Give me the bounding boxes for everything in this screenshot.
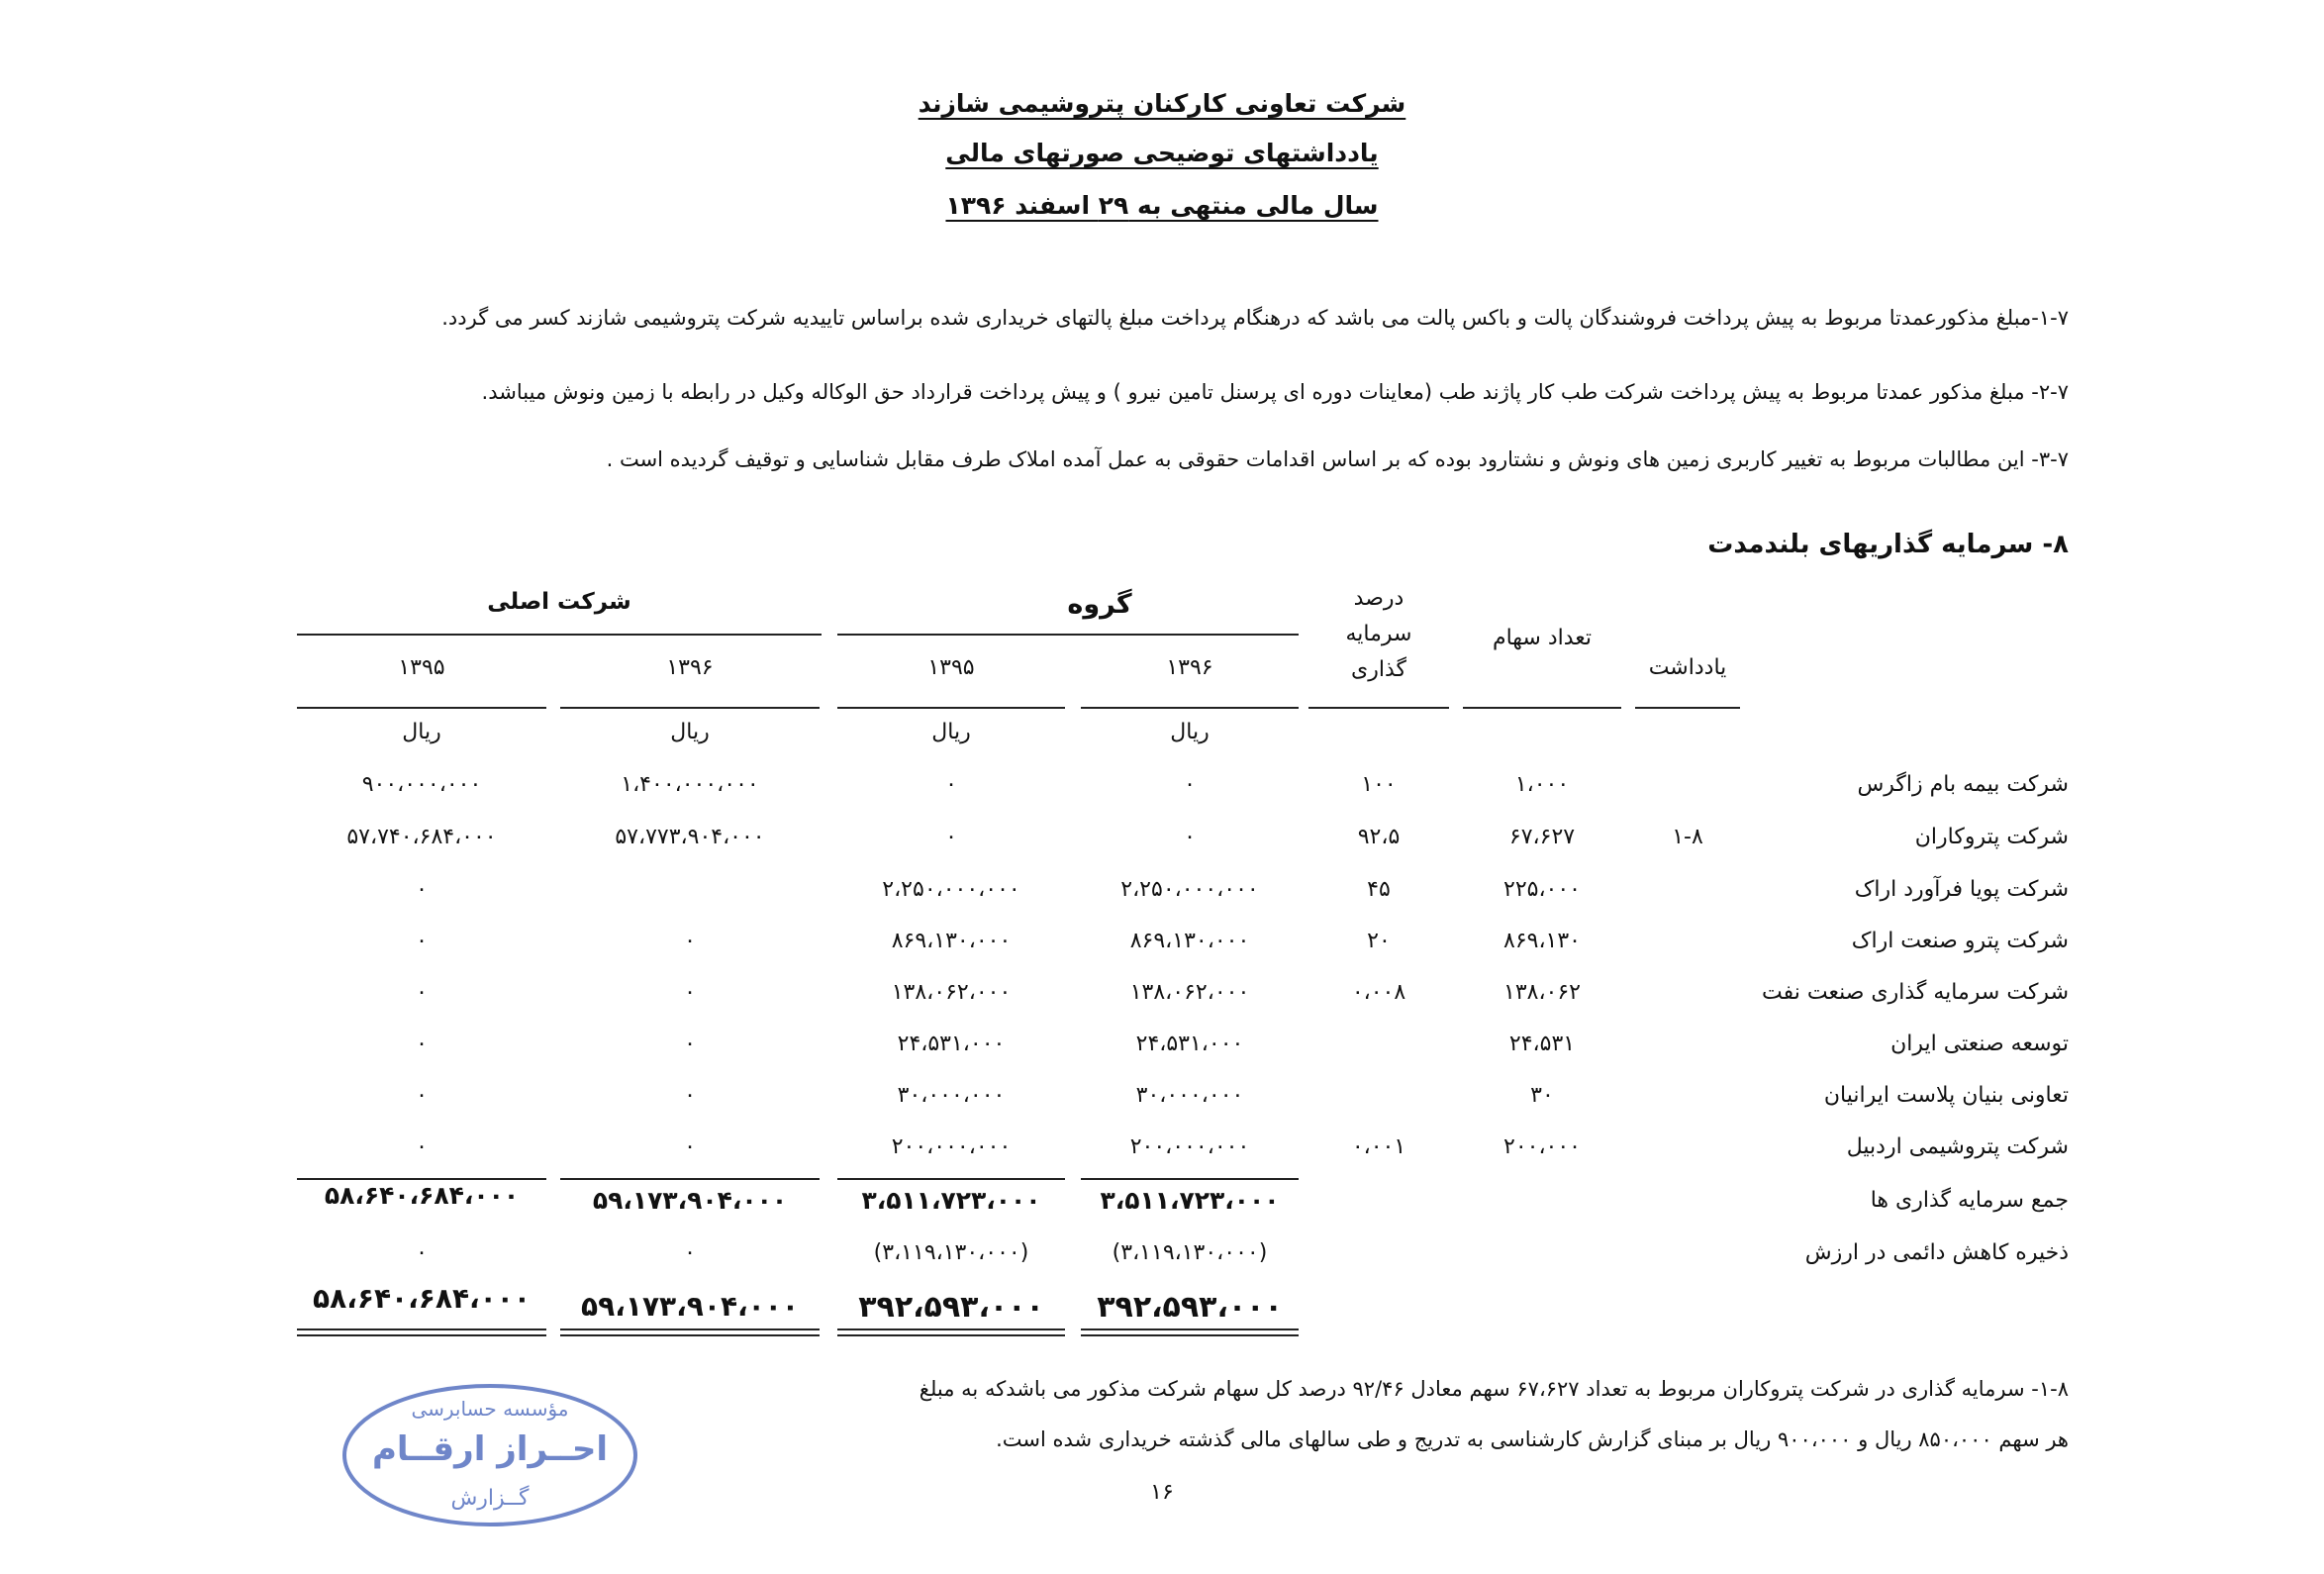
document-subtitle: یادداشتهای توضیحی صورتهای مالی bbox=[945, 139, 1379, 167]
row-cell-shares: ۱۳۸،۰۶۲ bbox=[1503, 980, 1581, 1005]
net-g1396: ۳۹۲،۵۹۳،۰۰۰ bbox=[1097, 1290, 1283, 1325]
row-cell-percent: ۲۰ bbox=[1367, 929, 1391, 953]
row-cell-g1396: ۰ bbox=[1184, 825, 1196, 849]
row-cell-p1396: ۱،۴۰۰،۰۰۰،۰۰۰ bbox=[621, 772, 759, 797]
total-rule-p1396 bbox=[560, 1178, 820, 1180]
net-p1396: ۵۹،۱۷۳،۹۰۴،۰۰۰ bbox=[581, 1290, 799, 1323]
row-cell-percent: ۹۲،۵ bbox=[1357, 825, 1401, 849]
total-rule-p1395 bbox=[297, 1178, 546, 1180]
percent-header-line2: سرمایه bbox=[1345, 622, 1412, 646]
row-cell-g1396: ۰ bbox=[1184, 772, 1196, 797]
row-cell-g1396: ۸۶۹،۱۳۰،۰۰۰ bbox=[1129, 929, 1250, 953]
year-header-group-1395: ۱۳۹۵ bbox=[927, 655, 975, 680]
row-cell-g1395: ۲۰۰،۰۰۰،۰۰۰ bbox=[891, 1134, 1012, 1159]
row-cell-p1395: ۰ bbox=[416, 1083, 428, 1108]
row-cell-shares: ۲۴،۵۳۱ bbox=[1508, 1032, 1576, 1056]
net-p1395: ۵۸،۶۴۰،۶۸۴،۰۰۰ bbox=[313, 1282, 531, 1315]
group-header-rule bbox=[837, 634, 1299, 636]
stamp-line2: احــراز ارقــام bbox=[371, 1429, 609, 1469]
year-header-parent-1395: ۱۳۹۵ bbox=[398, 655, 445, 680]
year-header-parent-1396: ۱۳۹۶ bbox=[666, 655, 714, 680]
row-cell-p1395: ۰ bbox=[416, 1032, 428, 1056]
row-cell-g1395: ۳۰،۰۰۰،۰۰۰ bbox=[897, 1083, 1006, 1108]
parent-header-rule bbox=[297, 634, 822, 636]
row-cell-g1395: ۸۶۹،۱۳۰،۰۰۰ bbox=[891, 929, 1012, 953]
row-cell-p1396: ۰ bbox=[684, 1083, 696, 1108]
row-cell-p1396: ۰ bbox=[684, 1134, 696, 1159]
row-cell-note: ۱-۸ bbox=[1672, 825, 1703, 849]
rule-note bbox=[1635, 707, 1740, 709]
impairment-p1396: ۰ bbox=[684, 1240, 696, 1265]
row-cell-p1396: ۰ bbox=[684, 1032, 696, 1056]
row-label: شرکت پتروشیمی اردبیل bbox=[1846, 1134, 2069, 1159]
rule-g1395 bbox=[837, 707, 1065, 709]
row-cell-p1395: ۹۰۰،۰۰۰،۰۰۰ bbox=[361, 772, 482, 797]
row-cell-g1395: ۲،۲۵۰،۰۰۰،۰۰۰ bbox=[882, 877, 1020, 902]
double-rule-g1396 bbox=[1081, 1328, 1299, 1336]
group-header: گروه bbox=[1067, 589, 1132, 620]
double-rule-g1395 bbox=[837, 1328, 1065, 1336]
row-cell-g1396: ۲،۲۵۰،۰۰۰،۰۰۰ bbox=[1120, 877, 1259, 902]
row-cell-g1395: ۲۴،۵۳۱،۰۰۰ bbox=[897, 1032, 1006, 1056]
currency-p1396: ریال bbox=[670, 720, 710, 744]
double-rule-p1396 bbox=[560, 1328, 820, 1336]
note-7-3: ۳-۷- این مطالبات مربوط به تغییر کاربری زمین های ونوش و نشتارود بوده که بر اساس اقدامات حقوقی به عمل آمده املاک طرف مقابل شناسایی و توقیف گردیده است . bbox=[606, 447, 2069, 471]
row-cell-percent: ۰،۰۰۸ bbox=[1351, 980, 1406, 1005]
row-cell-shares: ۸۶۹،۱۳۰ bbox=[1503, 929, 1581, 953]
row-cell-g1396: ۲۴،۵۳۱،۰۰۰ bbox=[1135, 1032, 1244, 1056]
row-cell-g1395: ۱۳۸،۰۶۲،۰۰۰ bbox=[891, 980, 1012, 1005]
parent-company-header: شرکت اصلی bbox=[487, 589, 631, 615]
row-cell-g1395: ۰ bbox=[945, 825, 957, 849]
row-cell-p1395: ۰ bbox=[416, 929, 428, 953]
rule-g1396 bbox=[1081, 707, 1299, 709]
auditor-stamp bbox=[339, 1381, 640, 1529]
row-cell-p1396: ۵۷،۷۷۳،۹۰۴،۰۰۰ bbox=[615, 825, 765, 849]
row-cell-g1396: ۳۰،۰۰۰،۰۰۰ bbox=[1135, 1083, 1244, 1108]
total-rule-g1396 bbox=[1081, 1178, 1299, 1180]
impairment-g1396: (۳،۱۱۹،۱۳۰،۰۰۰) bbox=[1112, 1240, 1268, 1265]
row-cell-p1396: ۰ bbox=[684, 980, 696, 1005]
row-cell-g1396: ۲۰۰،۰۰۰،۰۰۰ bbox=[1129, 1134, 1250, 1159]
row-cell-percent: ۴۵ bbox=[1367, 877, 1391, 902]
percent-header-line3: گذاری bbox=[1351, 657, 1406, 682]
rule-p1395 bbox=[297, 707, 546, 709]
total-rule-g1395 bbox=[837, 1178, 1065, 1180]
row-cell-g1395: ۰ bbox=[945, 772, 957, 797]
total-g1395: ۳،۵۱۱،۷۲۳،۰۰۰ bbox=[861, 1186, 1041, 1215]
note-header: یادداشت bbox=[1648, 655, 1727, 680]
row-cell-p1395: ۰ bbox=[416, 877, 428, 902]
document-period-wrap bbox=[0, 191, 2324, 220]
section-title: ۸- سرمایه گذاریهای بلندمدت bbox=[1707, 530, 2069, 559]
total-label: جمع سرمایه گذاری ها bbox=[1870, 1188, 2069, 1213]
stamp-line3: گــزارش bbox=[450, 1486, 530, 1511]
rule-p1396 bbox=[560, 707, 820, 709]
rule-shares bbox=[1463, 707, 1621, 709]
stamp-line1: مؤسسه حسابرسی bbox=[411, 1397, 569, 1421]
row-cell-shares: ۳۰ bbox=[1530, 1083, 1554, 1108]
double-rule-p1395 bbox=[297, 1328, 546, 1336]
footnote-8-1-line2: هر سهم ۸۵۰،۰۰۰ ریال و ۹۰۰،۰۰۰ ریال بر مبنای گزارش کارشناسی به تدریج و طی سالهای مالی گذشته خریداری شده است. bbox=[996, 1427, 2069, 1451]
currency-g1396: ریال bbox=[1170, 720, 1210, 744]
row-label: توسعه صنعتی ایران bbox=[1890, 1032, 2069, 1056]
row-label: تعاونی بنیان پلاست ایرانیان bbox=[1823, 1083, 2069, 1108]
note-7-2: ۲-۷- مبلغ مذکور عمدتا مربوط به پیش پرداخت شرکت طب کار پاژند طب (معاینات دوره ای پرسنل تامین نیرو ) و پیش پرداخت قرارداد حق الوکاله وکیل در رابطه با زمین ونوش میباشد. bbox=[481, 380, 2069, 404]
document-subtitle-wrap bbox=[0, 139, 2324, 167]
shares-header: تعداد سهام bbox=[1492, 626, 1593, 650]
row-cell-p1396: ۰ bbox=[684, 929, 696, 953]
row-label: شرکت پتروکاران bbox=[1914, 825, 2069, 849]
row-cell-percent: ۰،۰۰۱ bbox=[1351, 1134, 1406, 1159]
row-label: شرکت پویا فرآورد اراک bbox=[1854, 877, 2069, 902]
year-header-group-1396: ۱۳۹۶ bbox=[1166, 655, 1213, 680]
row-cell-shares: ۱،۰۰۰ bbox=[1514, 772, 1570, 797]
impairment-p1395: ۰ bbox=[416, 1240, 428, 1265]
row-label: شرکت سرمایه گذاری صنعت نفت bbox=[1762, 980, 2069, 1005]
row-cell-percent: ۱۰۰ bbox=[1361, 772, 1397, 797]
fiscal-period: سال مالی منتهی به ۲۹ اسفند ۱۳۹۶ bbox=[945, 191, 1379, 220]
row-cell-shares: ۶۷،۶۲۷ bbox=[1508, 825, 1576, 849]
note-7-1: ۱-۷-مبلغ مذکورعمدتا مربوط به پیش پرداخت فروشندگان پالت و باکس پالت می باشد که درهنگام پرداخت مبلغ پالتهای خریداری شده براساس تاییدیه شرکت پتروشیمی شازند کسر می گردد. bbox=[441, 306, 2069, 330]
company-name: شرکت تعاونی کارکنان پتروشیمی شازند bbox=[918, 89, 1406, 118]
currency-g1395: ریال bbox=[931, 720, 971, 744]
page-number: ۱۶ bbox=[1150, 1480, 1174, 1505]
currency-p1395: ریال bbox=[402, 720, 441, 744]
stamp-seal-icon bbox=[339, 1381, 640, 1529]
net-g1395: ۳۹۲،۵۹۳،۰۰۰ bbox=[858, 1290, 1044, 1325]
document-header bbox=[0, 89, 2324, 118]
percent-header bbox=[1308, 581, 1449, 688]
row-cell-g1396: ۱۳۸،۰۶۲،۰۰۰ bbox=[1129, 980, 1250, 1005]
row-label: شرکت پترو صنعت اراک bbox=[1851, 929, 2069, 953]
percent-header-line1: درصد bbox=[1353, 586, 1404, 611]
row-cell-p1395: ۵۷،۷۴۰،۶۸۴،۰۰۰ bbox=[346, 825, 497, 849]
impairment-label: ذخیره کاهش دائمی در ارزش bbox=[1804, 1240, 2069, 1265]
row-cell-p1395: ۰ bbox=[416, 980, 428, 1005]
impairment-g1395: (۳،۱۱۹،۱۳۰،۰۰۰) bbox=[873, 1240, 1029, 1265]
total-p1395: ۵۸،۶۴۰،۶۸۴،۰۰۰ bbox=[324, 1181, 520, 1210]
row-cell-shares: ۲۲۵،۰۰۰ bbox=[1503, 877, 1581, 902]
total-g1396: ۳،۵۱۱،۷۲۳،۰۰۰ bbox=[1100, 1186, 1280, 1215]
row-cell-shares: ۲۰۰،۰۰۰ bbox=[1503, 1134, 1581, 1159]
footnote-8-1-line1: ۱-۸- سرمایه گذاری در شرکت پتروکاران مربوط به تعداد ۶۷،۶۲۷ سهم معادل ۹۲/۴۶ درصد کل سهام شرکت مذکور می باشدکه به مبلغ bbox=[919, 1377, 2069, 1401]
row-label: شرکت بیمه بام زاگرس bbox=[1857, 772, 2069, 797]
total-p1396: ۵۹،۱۷۳،۹۰۴،۰۰۰ bbox=[592, 1186, 788, 1215]
rule-percent bbox=[1308, 707, 1449, 709]
row-cell-p1395: ۰ bbox=[416, 1134, 428, 1159]
